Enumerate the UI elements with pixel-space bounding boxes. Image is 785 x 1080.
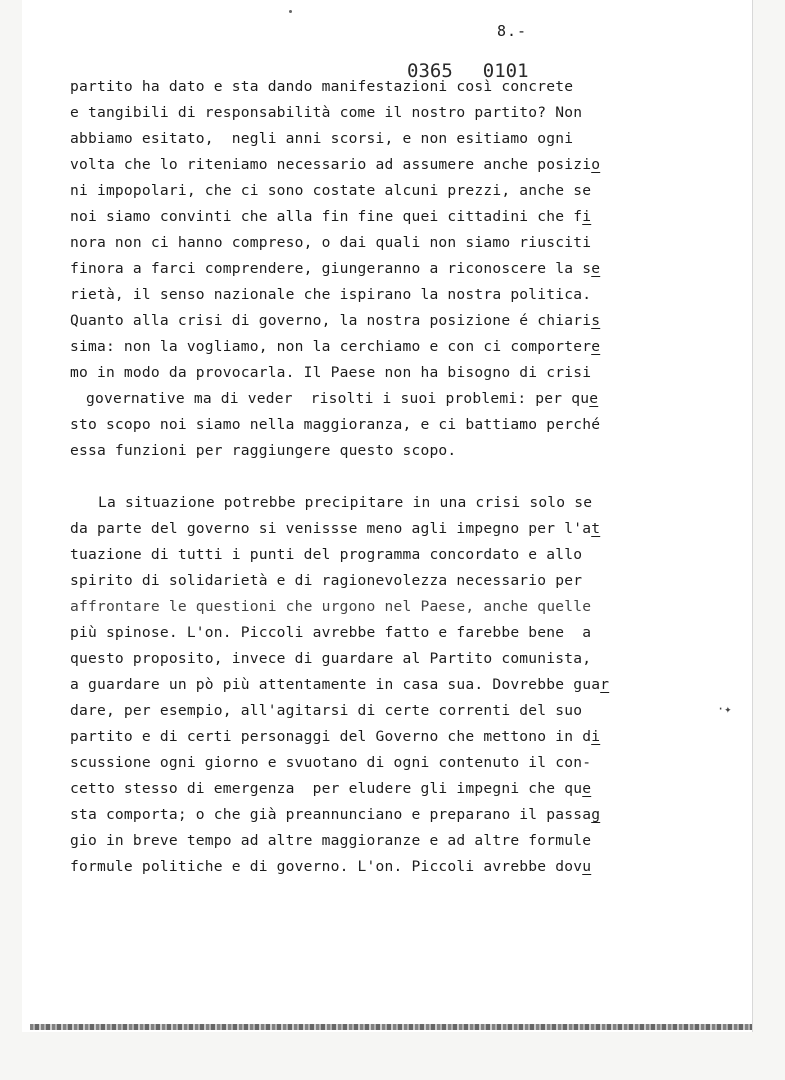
hyphenation-tail: r xyxy=(600,676,610,693)
text-line xyxy=(70,286,591,304)
hyphenation-tail: e xyxy=(591,338,601,355)
line-text: ni impopolari, che ci sono costate alcuni prezzi, anche se xyxy=(70,182,592,199)
text-line xyxy=(70,650,591,668)
text-line xyxy=(70,442,456,460)
hyphenation-tail: s xyxy=(591,312,601,329)
line-text: abbiamo esitato, negli anni scorsi, e non esitiamo ogni xyxy=(70,130,574,147)
line-text: mo in modo da provocarla. Il Paese non ha bisogno di crisi xyxy=(70,364,592,381)
text-line xyxy=(70,104,582,122)
line-text: Quanto alla crisi di governo, la nostra posizione é chiari xyxy=(70,312,592,329)
text-line xyxy=(70,780,591,798)
line-text: rietà, il senso nazionale che ispirano la nostra politica. xyxy=(70,286,592,303)
line-text: scussione ogni giorno e svuotano di ogni contenuto il con- xyxy=(70,754,592,771)
line-text: a guardare un pò più attentamente in casa sua. Dovrebbe gua xyxy=(70,676,601,693)
line-text: da parte del governo si venissse meno agli impegno per l'a xyxy=(70,520,592,537)
page-number: 8.- xyxy=(497,22,528,40)
line-text: partito ha dato e sta dando manifestazioni così concrete xyxy=(70,78,574,95)
archive-code-a: 0365 xyxy=(407,60,453,82)
text-line xyxy=(70,546,582,564)
text-line xyxy=(70,234,591,252)
paper-speck xyxy=(289,10,292,13)
text-line xyxy=(70,312,600,330)
text-line xyxy=(70,598,591,616)
text-line xyxy=(70,130,573,148)
text-line xyxy=(70,858,591,876)
line-text: La situazione potrebbe precipitare in una crisi solo se xyxy=(98,494,593,511)
line-text: affrontare le questioni che urgono nel Paese, anche quelle xyxy=(70,598,592,615)
line-text: tuazione di tutti i punti del programma concordato e allo xyxy=(70,546,583,563)
text-line xyxy=(70,364,591,382)
line-text: cetto stesso di emergenza per eludere gli impegni che qu xyxy=(70,780,583,797)
text-line xyxy=(70,416,600,434)
line-text: spirito di solidarietà e di ragionevolezza necessario per xyxy=(70,572,583,589)
text-line xyxy=(70,728,600,746)
line-text: sima: non la vogliamo, non la cerchiamo e con ci comporter xyxy=(70,338,592,355)
line-text: essa funzioni per raggiungere questo scopo. xyxy=(70,442,457,459)
text-line xyxy=(70,806,600,824)
text-line xyxy=(70,182,591,200)
text-line xyxy=(98,494,592,512)
text-line xyxy=(70,754,591,772)
hyphenation-tail: g xyxy=(591,806,601,823)
hyphenation-tail: o xyxy=(591,156,601,173)
text-line xyxy=(70,208,591,226)
line-text: questo proposito, invece di guardare al Partito comunista, xyxy=(70,650,592,667)
line-text: formule politiche e di governo. L'on. Piccoli avrebbe dov xyxy=(70,858,583,875)
document-page xyxy=(22,0,753,1032)
text-line xyxy=(70,156,600,174)
line-text: sta comporta; o che già preannunciano e preparano il passa xyxy=(70,806,592,823)
line-text: partito e di certi personaggi del Governo che mettono in d xyxy=(70,728,592,745)
text-line xyxy=(70,520,600,538)
margin-mark: ·✦ xyxy=(717,702,732,716)
hyphenation-tail: i xyxy=(582,208,592,225)
line-text: gio in breve tempo ad altre maggioranze e ad altre formule xyxy=(70,832,592,849)
line-text: finora a farci comprendere, giungeranno a riconoscere la s xyxy=(70,260,592,277)
hyphenation-tail: e xyxy=(589,390,599,407)
text-line xyxy=(86,390,598,408)
hyphenation-tail: e xyxy=(591,260,601,277)
line-text: più spinose. L'on. Piccoli avrebbe fatto e farebbe bene a xyxy=(70,624,592,641)
line-text: nora non ci hanno compreso, o dai quali non siamo riusciti xyxy=(70,234,592,251)
text-line xyxy=(70,702,582,720)
line-text: noi siamo convinti che alla fin fine quei cittadini che f xyxy=(70,208,583,225)
line-text: volta che lo riteniamo necessario ad assumere anche posizi xyxy=(70,156,592,173)
scan-edge xyxy=(30,1024,752,1030)
hyphenation-tail: e xyxy=(582,780,592,797)
hyphenation-tail: u xyxy=(582,858,592,875)
line-text: governative ma di veder risolti i suoi problemi: per qu xyxy=(86,390,590,407)
line-text: e tangibili di responsabilità come il nostro partito? Non xyxy=(70,104,583,121)
text-line xyxy=(70,338,600,356)
text-line xyxy=(70,572,582,590)
text-line xyxy=(70,676,609,694)
text-line xyxy=(70,78,573,96)
hyphenation-tail: i xyxy=(591,728,601,745)
line-text: sto scopo noi siamo nella maggioranza, e ci battiamo perché xyxy=(70,416,601,433)
archive-code-b: 0101 xyxy=(482,60,529,82)
text-line xyxy=(70,832,591,850)
line-text: dare, per esempio, all'agitarsi di certe correnti del suo xyxy=(70,702,583,719)
hyphenation-tail: t xyxy=(591,520,601,537)
text-line xyxy=(70,624,591,642)
text-line xyxy=(70,260,600,278)
